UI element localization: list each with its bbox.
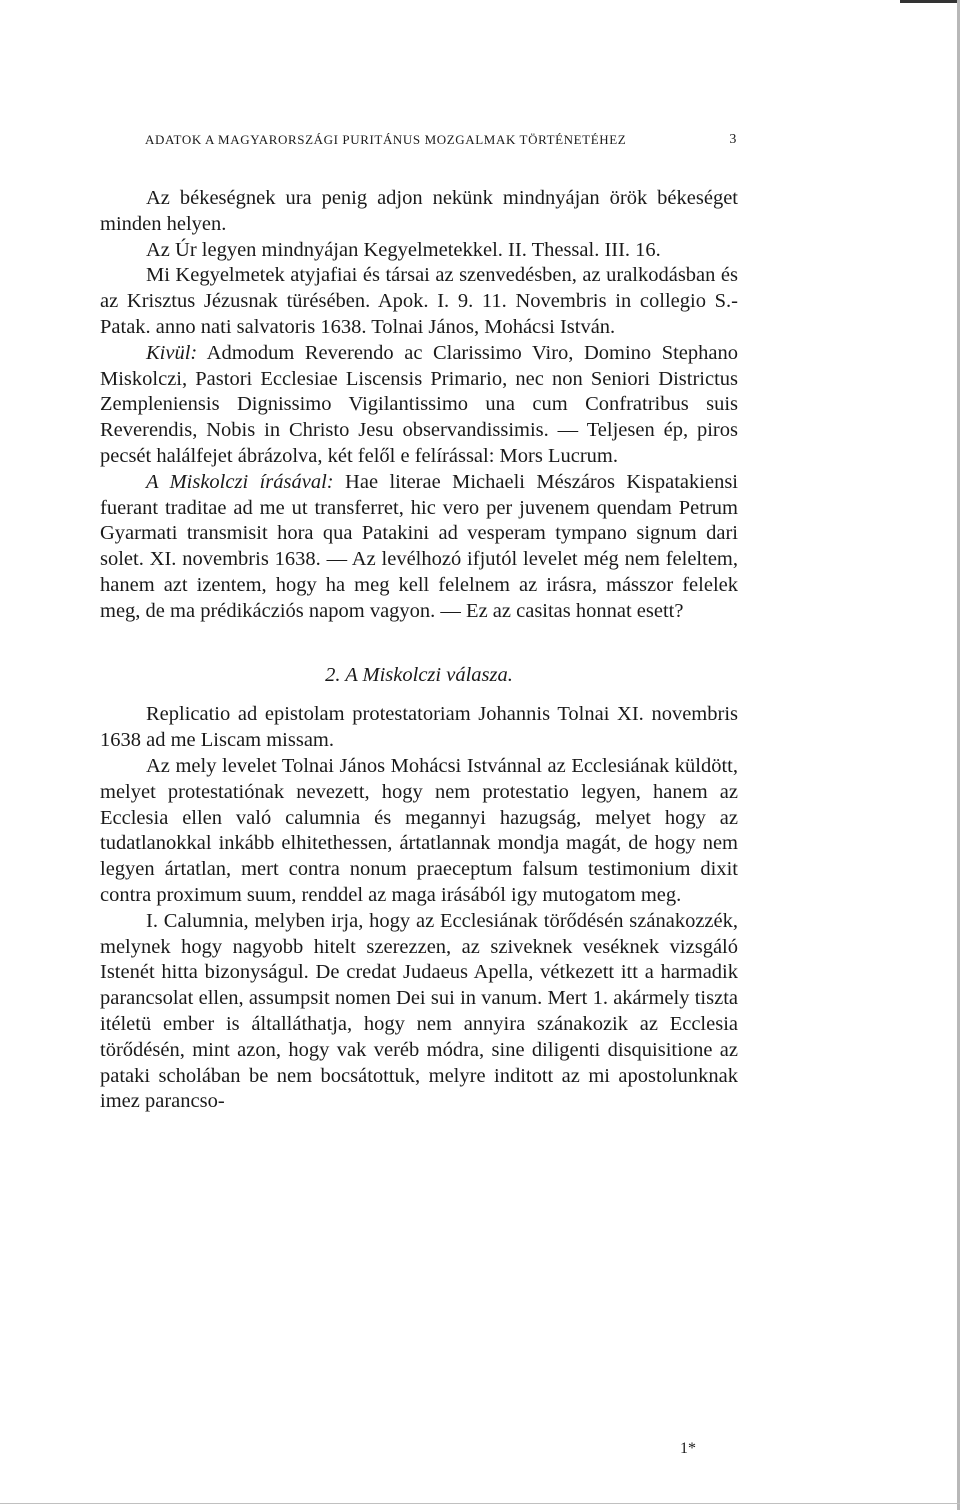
section-paragraph-2: Az mely levelet Tolnai János Mohácsi Istvánnal az Ecclesiának küldött, melyet protestatiónak nevezett, hogy nem protestatio legyen, hanem az Ecclesia ellen való calumnia és megannyi hazugság, melyet hogy az tudatlanokkal inkább elhitethessen, ártatlannak mondja magát, de hogy nem legyen ártatlan, mert contra nonum praeceptum falsum testimonium dixit contra proximum suum, renddel az maga irásából igy mutogatom meg.	[100, 754, 738, 906]
running-title: ADATOK A MAGYARORSZÁGI PURITÁNUS MOZGALMAK TÖRTÉNETÉHEZ	[145, 132, 627, 147]
section-title: 2. A Miskolczi válasza.	[325, 663, 513, 686]
scan-edge-top	[900, 0, 960, 3]
section-paragraph-3: I. Calumnia, melyben irja, hogy az Ecclesiának törődésén szánakozzék, melynek hogy nagyobb hitelt szerezzen, az sziveknek veséknek vizsgáló Istenét hitta bizonyságul. De credat Judaeus Apella, vétkezett itt a harmadik parancsolat ellen, assumpsit nomen Dei sui in vanum. Mert 1. akármely tiszta itéletü ember is általláthatja, hogy nem annyira szánakozik az Ecclesia törődésén, mint azon, hogy vak veréb módra, sine diligenti disquisitione az pataki scholában be nem bocsátottuk, melyre inditott az mi apostolunknak imez parancso-	[100, 909, 738, 1113]
paragraph-5-text: Hae literae Michaeli Mészáros Kispatakiensi fuerant traditae ad me ut transferret, hic vero per juvenem quendam Petrum Gyarmati transmisit hora qua Patakini ad vesperam tympano signum dari solet. XI. novembris 1638. — Az levélhozó ifjutól levelet még nem feleltem, hanem azt izentem, hogy ha meg kell felelnem az irásra, másszor felelek meg, de ma prédikácziós napom vagyon. — Ez az casitas honnat esett?	[100, 470, 738, 622]
paragraph-3: Mi Kegyelmetek atyjafiai és társai az szenvedésben, az uralkodásban és az Krisztus Jézusnak türésében. Apok. I. 9. 11. Novembris in collegio S.-Patak. anno nati salvatoris 1638. Tolnai János, Mohácsi István.	[100, 264, 738, 338]
paragraph-4	[100, 341, 738, 470]
paragraph-2: Az Úr legyen mindnyájan Kegyelmetekkel. II. Thessal. III. 16.	[146, 238, 661, 261]
running-header	[145, 132, 737, 148]
scan-edge-bottom	[0, 1503, 960, 1504]
paragraph-5-lead: A Miskolczi írásával:	[146, 470, 334, 493]
page-number: 3	[729, 132, 737, 147]
paragraph-4-lead: Kivül:	[146, 341, 198, 364]
paragraph-4-text: Admodum Reverendo ac Clarissimo Viro, Domino Stephano Miskolczi, Pastori Ecclesiae Liscensis Primario, nec non Seniori Districtus Zempleniensis Dignissimo Vigilantissimo una cum Confratribus suis Reverendis, Nobis in Christo Jesu observandissimis. — Teljesen ép, piros pecsét halálfejet ábrázolva, két felől e felírással: Mors Lucrum.	[100, 341, 738, 467]
paragraph-5	[100, 470, 738, 625]
paragraph-1: Az békeségnek ura penig adjon nekünk mindnyájan örök békeséget minden helyen.	[100, 187, 738, 235]
signature-mark: 1*	[680, 1440, 696, 1457]
section-paragraph-1: Replicatio ad epistolam protestatoriam Johannis Tolnai XI. novembris 1638 ad me Liscam missam.	[100, 703, 738, 752]
page-body	[100, 186, 738, 1115]
